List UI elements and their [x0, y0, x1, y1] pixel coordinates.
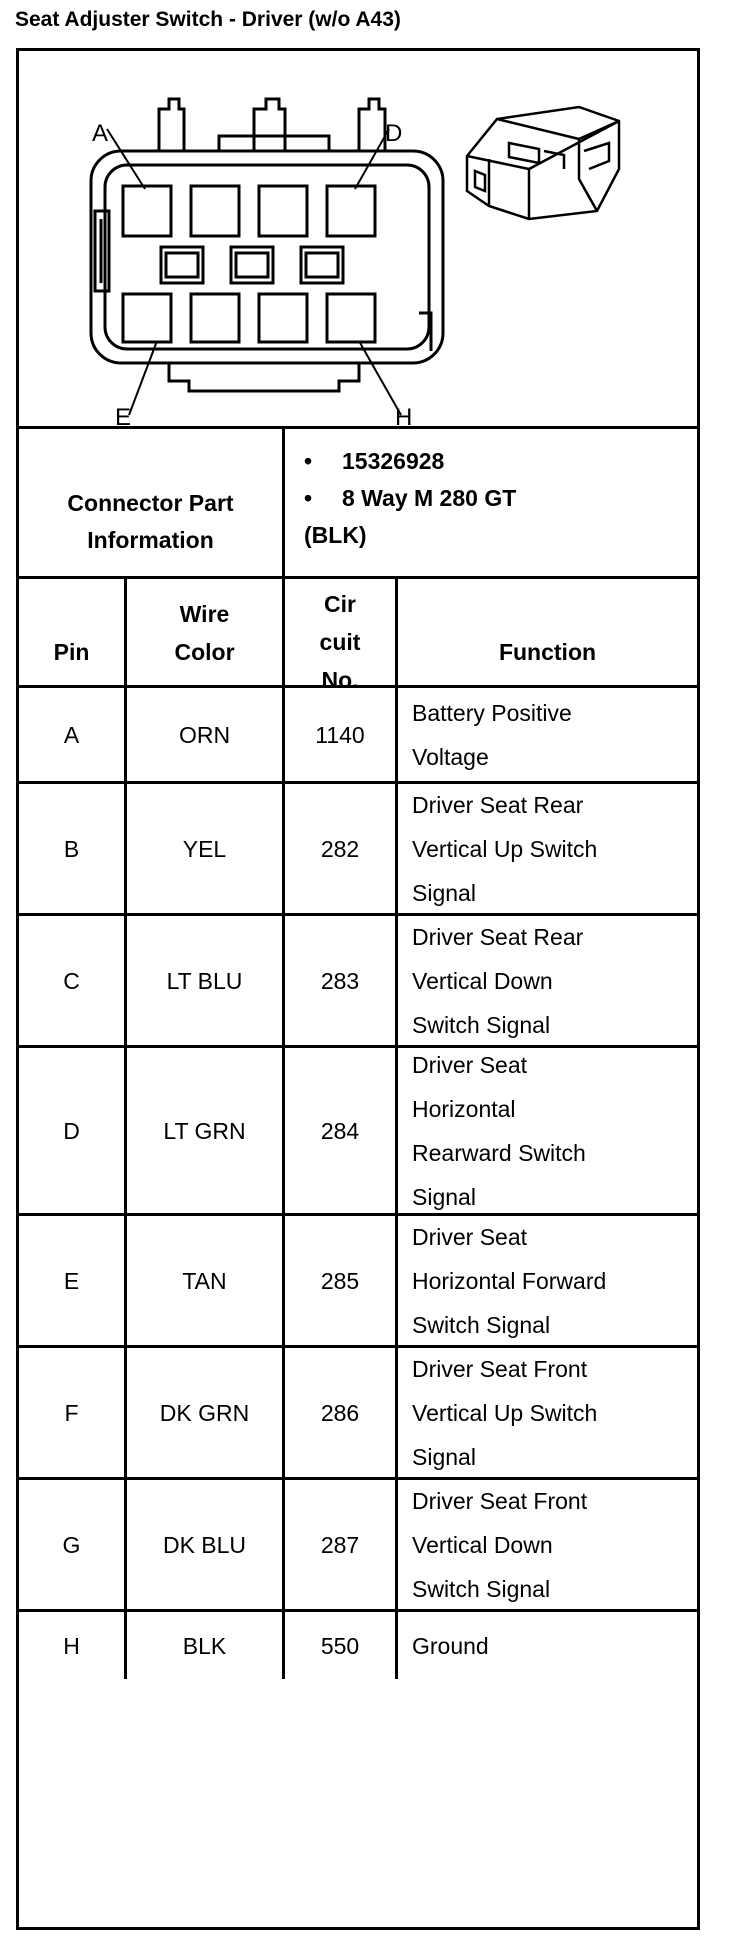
circuit-cell: 283: [285, 916, 398, 1045]
function-cell: Driver Seat Front Vertical Up Switch Signal: [412, 1355, 598, 1470]
page-title: Seat Adjuster Switch - Driver (w/o A43): [15, 8, 401, 31]
wire-color-cell: BLK: [127, 1612, 285, 1679]
wire-color-cell: ORN: [127, 688, 285, 781]
header-wire-color: Wire Color: [127, 579, 285, 685]
pin-table: [19, 579, 697, 1679]
connector-part-item-tail: (BLK): [304, 522, 367, 548]
table-row: [19, 1048, 697, 1216]
table-header-row: [19, 579, 697, 693]
pin-label-h: H: [395, 404, 413, 426]
function-cell: Driver Seat Rear Vertical Up Switch Signal: [412, 791, 598, 906]
connector-diagram: [19, 51, 697, 429]
connector-part-label-line1: Connector Part: [67, 489, 234, 516]
function-cell: Driver Seat Horizontal Rearward Switch Signal: [412, 1051, 586, 1210]
connector-part-information: [19, 429, 697, 579]
pin-cell: A: [19, 688, 127, 781]
connector-part-list: [288, 429, 697, 576]
circuit-cell: 287: [285, 1480, 398, 1609]
table-row: [19, 1612, 697, 1679]
circuit-cell: 285: [285, 1216, 398, 1345]
wire-color-cell: YEL: [127, 784, 285, 913]
pin-cell: E: [19, 1216, 127, 1345]
wire-color-cell: LT BLU: [127, 916, 285, 1045]
pin-cell: B: [19, 784, 127, 913]
pin-label-d: D: [385, 120, 403, 147]
pin-label-e: E: [115, 404, 132, 426]
connector-part-item: • 15326928: [304, 448, 445, 474]
header-pin: Pin: [19, 579, 127, 685]
connector-part-item: • 8 Way M 280 GT: [304, 485, 517, 511]
circuit-cell: 284: [285, 1048, 398, 1213]
header-circuit-no: Cir cuit No.: [285, 579, 398, 685]
pin-cell: C: [19, 916, 127, 1045]
connector-part-label-line2: Information: [87, 526, 214, 553]
circuit-cell: 550: [285, 1612, 398, 1679]
pin-cell: D: [19, 1048, 127, 1213]
table-row: [19, 1480, 697, 1612]
pin-cell: H: [19, 1612, 127, 1679]
connector-part-label: [19, 429, 285, 576]
pin-cell: G: [19, 1480, 127, 1609]
circuit-cell: 282: [285, 784, 398, 913]
pin-cell: F: [19, 1348, 127, 1477]
wire-color-cell: TAN: [127, 1216, 285, 1345]
circuit-cell: 286: [285, 1348, 398, 1477]
table-row: [19, 688, 697, 784]
pin-label-a: A: [92, 120, 109, 147]
wire-color-cell: LT GRN: [127, 1048, 285, 1213]
function-cell: Ground: [412, 1632, 489, 1659]
table-row: [19, 1216, 697, 1348]
function-cell: Driver Seat Horizontal Forward Switch Signal: [412, 1223, 607, 1338]
wire-color-cell: DK BLU: [127, 1480, 285, 1609]
wire-color-cell: DK GRN: [127, 1348, 285, 1477]
connector-face-illustration: [19, 51, 697, 426]
table-row: [19, 784, 697, 916]
table-row: [19, 1348, 697, 1480]
header-function: Function: [498, 639, 597, 665]
function-cell: Driver Seat Rear Vertical Down Switch Signal: [412, 923, 584, 1038]
function-cell: Battery Positive Voltage: [412, 699, 572, 770]
connector-table: [16, 48, 700, 1930]
circuit-cell: 1140: [285, 688, 398, 781]
function-cell: Driver Seat Front Vertical Down Switch Signal: [412, 1487, 588, 1602]
table-row: [19, 916, 697, 1048]
